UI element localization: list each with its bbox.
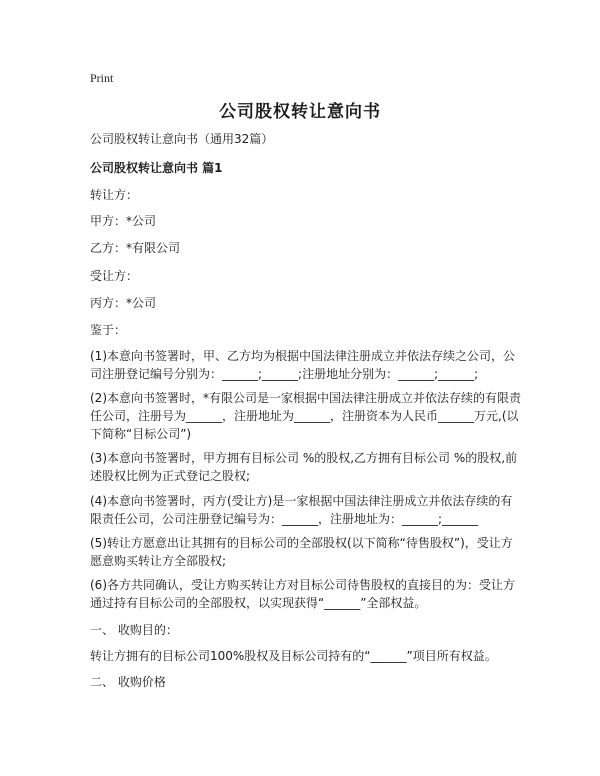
paragraph-transferor: 转让方： — [90, 188, 139, 202]
print-link[interactable]: Print — [90, 71, 114, 85]
paragraph-purpose: 转让方拥有的目标公司100%股权及目标公司持有的“______”项目所有权益。 — [90, 649, 497, 663]
paragraph-party-b: 乙方：*有限公司 — [90, 241, 181, 255]
section-heading: 公司股权转让意向书 篇1 — [90, 161, 223, 175]
clause-5: (5)转让方愿意出让其拥有的目标公司的全部股权(以下简称“待售股权”)，受让方愿意购买转让方全部股权; — [90, 536, 513, 568]
document-title: 公司股权转让意向书 — [219, 102, 381, 122]
clause-3: (3)本意向书签署时，甲方拥有目标公司 %的股权,乙方拥有目标公司 %的股权,前述股权比例为正式登记之股权; — [90, 451, 518, 483]
paragraph-party-a: 甲方：*公司 — [90, 214, 157, 228]
clause-4: (4)本意向书签署时，丙方(受让方)是一家根据中国法律注册成立并依法存续的有限责任公司，公司注册登记编号为：______，注册地址为：______;______ — [90, 494, 513, 526]
paragraph-whereas: 鉴于： — [90, 323, 127, 337]
section-price-heading: 二、 收购价格 — [90, 675, 166, 689]
paragraph-party-c: 丙方：*公司 — [90, 296, 157, 310]
paragraph-transferee: 受让方： — [90, 269, 139, 283]
clause-1: (1)本意向书签署时，甲、乙方均为根据中国法律注册成立并依法存续之公司，公司注册登记编号分别为：______;______;注册地址分别为：______;______; — [90, 349, 516, 381]
section-purpose-heading: 一、 收购目的： — [90, 623, 178, 637]
clause-6: (6)各方共同确认，受让方购买转让方对目标公司待售股权的直接目的为：受让方通过持有目标公司的全部股权，以实现获得“______”全部权益。 — [90, 578, 516, 610]
document-subtitle: 公司股权转让意向书（通用32篇） — [90, 132, 274, 146]
clause-2: (2)本意向书签署时，*有限公司是一家根据中国法律注册成立并依法存续的有限责任公司，注册号为______，注册地址为______，注册资本为人民币______万元,(以下简称“目标公司”) — [90, 391, 522, 441]
